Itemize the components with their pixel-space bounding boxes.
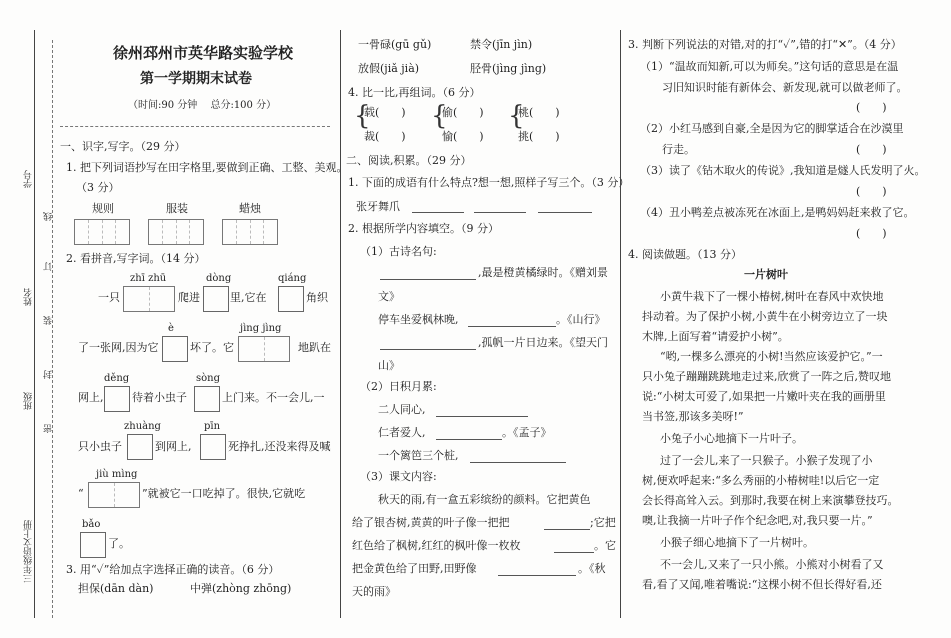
answer-line[interactable] xyxy=(544,529,590,530)
story-line: 会长得高耸入云。到那时,我要在树上来演攀登技巧。 xyxy=(642,494,899,507)
writing-grid[interactable] xyxy=(148,219,204,245)
judge-answer-paren[interactable]: ( ) xyxy=(856,227,887,240)
answer-box[interactable] xyxy=(162,336,188,362)
pron-item[interactable]: 放假(jiǎ jià) xyxy=(358,62,420,75)
name-label: 姓名 xyxy=(24,288,34,306)
p1-label: （1）古诗名句: xyxy=(360,245,437,258)
answer-line[interactable] xyxy=(412,212,464,213)
passage-line: 把金黄色给了田野,田野像 xyxy=(352,562,477,575)
story-line: 抖动着。为了保护小树,小黄牛在小树旁边立了一块 xyxy=(642,310,888,323)
answer-line[interactable] xyxy=(470,462,566,463)
q2-text: 2. 看拼音,写字词。（14 分） xyxy=(66,252,206,265)
story-line: 当书签,那该多美呀!” xyxy=(642,410,744,423)
exam-meta: （时间:90 分钟 总分:100 分） xyxy=(128,100,277,111)
answer-line[interactable] xyxy=(468,326,556,327)
passage-line: 天的雨》 xyxy=(352,585,396,598)
answer-line[interactable] xyxy=(380,279,476,280)
answer-line[interactable] xyxy=(498,575,576,576)
xuehao-label: 学号 xyxy=(24,170,34,188)
answer-box[interactable] xyxy=(127,434,153,460)
pron-item[interactable]: 担保(dān dàn) xyxy=(78,582,154,595)
q3-text: 3. 用“✓”给加点字选择正确的读音。（6 分） xyxy=(66,563,280,576)
judge-item: 习旧知识时能有新体会、新发现,就可以做老师了。 xyxy=(662,81,908,94)
passage-line: 红色给了枫树,红红的枫叶像一枚枚 xyxy=(352,539,521,552)
story-title: 一片树叶 xyxy=(744,268,788,281)
story-line: “哟,一棵多么漂亮的小树!当然应该爱护它。”一 xyxy=(660,350,883,363)
judge-title: 3. 判断下列说法的对错,对的打“✓”,错的打“✕”。（4 分） xyxy=(628,38,902,51)
text: 角织 xyxy=(306,291,328,304)
story-line: 看,看了又闻,唯着嘴说:“这棵小树不但长得好看,还 xyxy=(642,578,882,591)
column-divider xyxy=(620,30,621,618)
pinyin: zhī zhū xyxy=(130,273,167,284)
pinyin: bǎo xyxy=(82,519,101,530)
answer-box[interactable] xyxy=(200,434,226,460)
copy-word-2: 服装 xyxy=(166,202,188,215)
story-line: 小兔子小心地摘下一片叶子。 xyxy=(660,432,803,445)
answer-grid[interactable] xyxy=(88,482,140,508)
passage-line: ;它把 xyxy=(590,516,616,529)
pinyin: zhuàng xyxy=(124,421,161,432)
pron-item[interactable]: 中弹(zhòng zhōng) xyxy=(190,582,292,595)
copy-word-1: 规则 xyxy=(92,202,114,215)
pron-item[interactable]: 胫骨(jìng jìng) xyxy=(470,62,547,75)
text: 待着小虫子 xyxy=(132,391,187,404)
pinyin: sòng xyxy=(196,373,220,384)
writing-grid[interactable] xyxy=(222,219,278,245)
p2-label: （2）日积月累: xyxy=(360,380,437,393)
poem-line: 山》 xyxy=(378,359,400,372)
answer-box[interactable] xyxy=(278,286,304,312)
text: 只小虫子 xyxy=(78,440,122,453)
saying-line: 一个篱笆三个桩, xyxy=(378,449,459,462)
r2-text: 2. 根据所学内容填空。（9 分） xyxy=(348,222,499,235)
story-line: 不一会儿,又来了一只小熊。小熊对小树看了又 xyxy=(660,558,884,571)
pinyin: děng xyxy=(104,373,130,384)
reading-title: 4. 阅读做题。（13 分） xyxy=(628,248,742,261)
q4-text: 4. 比一比,再组词。（6 分） xyxy=(348,86,481,99)
seal-char: 线 xyxy=(44,212,54,221)
passage-line: 。《秋 xyxy=(578,562,606,575)
brace-icon: { xyxy=(431,101,448,131)
binding-dash-line xyxy=(52,40,53,618)
story-line: 噢,让我摘一片叶子作个纪念吧,对,我只要一片。” xyxy=(642,514,873,527)
story-line: 小黄牛栽下了一棵小椿树,树叶在春风中欢快地 xyxy=(660,290,884,303)
text: “ xyxy=(78,487,84,500)
column-divider xyxy=(340,30,341,618)
passage-line: 给了银杏树,黄黄的叶子像一把把 xyxy=(352,516,510,529)
answer-line[interactable] xyxy=(554,552,594,553)
pinyin: jìng jìng xyxy=(240,323,282,334)
story-line: 木牌,上面写着“请爱护小树”。 xyxy=(642,330,789,343)
saying-line: 仁者爱人, xyxy=(378,426,426,439)
judge-item: （4）丑小鸭差点被冻死在冰面上,是鸭妈妈赶来救了它。 xyxy=(640,206,915,219)
seal-char: 装 xyxy=(44,316,54,325)
seal-char: 订 xyxy=(44,262,54,271)
writing-grid[interactable] xyxy=(74,219,130,245)
text: 爬进 xyxy=(178,291,200,304)
compare-item[interactable]: 裁( ) xyxy=(364,130,406,143)
poem-line: 文》 xyxy=(378,290,400,303)
r1-text: 1. 下面的成语有什么特点?想一想,照样子写三个。（3 分） xyxy=(348,176,630,189)
answer-line[interactable] xyxy=(538,212,592,213)
section2-title: 二、阅读,积累。（29 分） xyxy=(346,154,472,167)
class-label: 班级 xyxy=(24,392,34,410)
answer-line[interactable] xyxy=(436,439,502,440)
answer-box[interactable] xyxy=(194,386,220,412)
seal-char: 密 xyxy=(44,424,54,433)
brace-icon: { xyxy=(508,101,525,131)
text: ”就被它一口吃掉了。很快,它就吃 xyxy=(142,487,306,500)
judge-item: 行走。 xyxy=(662,143,695,156)
p3-label: （3）课文内容: xyxy=(360,470,437,483)
answer-box[interactable] xyxy=(104,386,130,412)
poem-line: 停车坐爱枫林晚, xyxy=(378,313,459,326)
pron-item[interactable]: 一骨碌(gū gǔ) xyxy=(358,38,432,51)
judge-item: （3）读了《钻木取火的传说》,我知道是燧人氏发明了火。 xyxy=(640,164,926,177)
saying-line: 。《孟子》 xyxy=(502,426,552,439)
poem-line: ,孤帆一片日边来。《望天门 xyxy=(478,336,608,349)
text: 上门来。不一会儿,一 xyxy=(222,391,325,404)
story-line: 说:“小树太可爱了,如果把一片嫩叶夹在我的画册里 xyxy=(642,390,886,403)
answer-line[interactable] xyxy=(380,349,476,350)
story-line: 树,便欢呼起来:“多么秀丽的小椿树哇!以后它一定 xyxy=(642,474,880,487)
text: 坏了。它 xyxy=(190,341,234,354)
poem-line: ,最是橙黄橘绿时。《赠刘景 xyxy=(478,266,608,279)
text: 了。 xyxy=(108,537,130,550)
answer-grid[interactable] xyxy=(238,336,290,362)
passage-line: 秋天的雨,有一盒五彩缤纷的颜料。它把黄色 xyxy=(378,493,591,506)
seal-char: 封 xyxy=(44,370,54,379)
exam-title: 第一学期期末试卷 xyxy=(140,71,252,87)
text: 里,它在 xyxy=(230,291,267,304)
compare-item[interactable]: 桃( ) xyxy=(518,106,560,119)
pinyin: è xyxy=(168,323,174,334)
story-line: 过了一会儿,来了一只猴子。小猴子发现了小 xyxy=(660,454,873,467)
text: 死挣扎,还没来得及喊 xyxy=(228,440,331,453)
idiom-example: 张牙舞爪 xyxy=(356,200,400,213)
compare-item[interactable]: 愉( ) xyxy=(442,130,484,143)
compare-item[interactable]: 挑( ) xyxy=(518,130,560,143)
header-rule xyxy=(60,126,330,127)
judge-answer-paren[interactable]: ( ) xyxy=(856,143,887,156)
judge-item: （2）小红马感到自豪,全是因为它的脚掌适合在沙漠里 xyxy=(640,122,904,135)
answer-grid[interactable] xyxy=(123,286,175,312)
judge-answer-paren[interactable]: ( ) xyxy=(856,101,887,114)
pinyin: jiù mìng xyxy=(96,469,138,480)
saying-line: 二人同心, xyxy=(378,403,426,416)
text: 地趴在 xyxy=(298,341,331,354)
grade-label: 三年级语文上册 xyxy=(24,520,34,583)
text: 一只 xyxy=(98,291,120,304)
story-line: 只小兔子蹦蹦跳跳地走过来,欣赏了一阵之后,赞叹地 xyxy=(642,370,891,383)
story-line: 小猴子细心地摘下了一片树叶。 xyxy=(660,536,814,549)
q1-text: 1. 把下列词语抄写在田字格里,要做到正确、工整、美观。 xyxy=(66,161,348,174)
answer-box[interactable] xyxy=(80,532,106,558)
answer-line[interactable] xyxy=(436,416,528,417)
answer-box[interactable] xyxy=(203,286,229,312)
poem-line: 。《山行》 xyxy=(556,313,606,326)
q1-points: （3 分） xyxy=(76,181,120,194)
judge-answer-paren[interactable]: ( ) xyxy=(856,185,887,198)
pinyin: dòng xyxy=(206,273,232,284)
school-title: 徐州邳州市英华路实验学校 xyxy=(113,44,294,62)
text: 到网上, xyxy=(155,440,192,453)
text: 了一张网,因为它 xyxy=(78,341,159,354)
passage-line: 。它 xyxy=(594,539,616,552)
pron-item[interactable]: 禁令(jīn jìn) xyxy=(470,38,533,51)
pinyin: qiáng xyxy=(278,273,307,284)
pinyin: pīn xyxy=(204,421,221,432)
compare-item[interactable]: 载( ) xyxy=(364,106,406,119)
copy-word-3: 蜡烛 xyxy=(239,202,261,215)
brace-icon: { xyxy=(354,101,371,131)
text: 网上, xyxy=(78,391,104,404)
compare-item[interactable]: 偷( ) xyxy=(442,106,484,119)
section1-title: 一、识字,写字。（29 分） xyxy=(60,140,186,153)
judge-item: （1）“温故而知新,可以为师矣。”这句话的意思是在温 xyxy=(640,60,899,73)
answer-line[interactable] xyxy=(474,212,526,213)
